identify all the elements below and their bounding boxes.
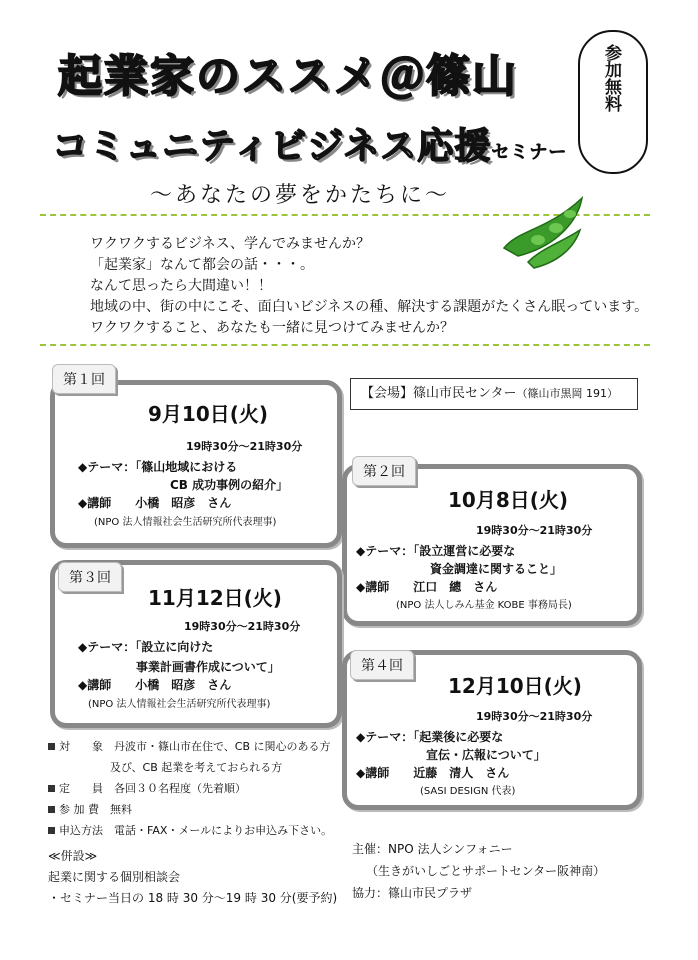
session-theme-3: ◆テーマ：「設立に向けた: [78, 640, 214, 654]
session-time-2: 19時30分～21時30分: [476, 524, 593, 537]
session-tag-4: 第４回: [350, 650, 414, 680]
organizer-support: 協力：篠山市民プラザ: [352, 886, 473, 900]
side-event: [48, 846, 337, 909]
venue-address: （篠山市黒岡 191）: [516, 387, 618, 400]
divider-middle: [40, 344, 650, 346]
detail-target-2: [48, 757, 332, 778]
session-theme-4: ◆テーマ：「起業後に必要な: [356, 730, 504, 744]
detail-capacity-label: 定 員: [59, 782, 103, 795]
session-affiliation-1: (NPO 法人情報社会生活研究所代表理事): [94, 517, 277, 528]
detail-capacity-value: 各回３０名程度（先着順）: [114, 782, 246, 795]
detail-target-value2: 及び、CB 起業を考えておられる方: [110, 761, 283, 774]
session-lecturer-3: ◆講師 小橋 昭彦 さん: [78, 678, 232, 692]
intro-line: ワクワクするビジネス、学んでみませんか？: [90, 236, 370, 252]
venue-label: 【会場】篠山市民センター: [361, 386, 517, 401]
details-list: [48, 736, 332, 841]
session-theme-4b: 宣伝・広報について」: [426, 748, 546, 762]
detail-target-value: 丹波市・篠山市在住で、CB に関心のある方: [114, 740, 331, 753]
session-time-3: 19時30分～21時30分: [184, 620, 301, 633]
detail-target-label: 対 象: [59, 740, 103, 753]
session-lecturer-2: ◆講師 江口 總 さん: [356, 580, 498, 594]
detail-fee-value: 無料: [110, 803, 132, 816]
venue-box: [350, 378, 638, 410]
title-line2-suffix: セミナー: [491, 142, 568, 163]
detail-target: [48, 736, 332, 757]
session-tag-2: 第２回: [352, 456, 416, 486]
intro-line: 「起業家」なんて都会の話・・・。: [90, 257, 314, 273]
session-date-2: 10月8日(火): [448, 488, 569, 512]
intro-line: なんて思ったら大間違い！！: [90, 278, 272, 294]
detail-apply-value: 電話・FAX・メールによりお申込み下さい。: [114, 824, 333, 837]
intro-line: ワクワクすること、あなたも一緒に見つけてみませんか？: [90, 320, 454, 336]
session-date-4: 12月10日(火): [448, 674, 582, 698]
session-lecturer-4: ◆講師 近藤 清人 さん: [356, 766, 510, 780]
session-theme-1: ◆テーマ：「篠山地域における: [78, 460, 238, 474]
session-tag-1: 第１回: [52, 364, 116, 394]
intro-text: [90, 234, 648, 339]
subtitle: ～あなたの夢をかたちに～: [150, 183, 451, 208]
session-affiliation-4: (SASI DESIGN 代表): [420, 786, 516, 797]
detail-fee-label: 参 加 費: [59, 803, 99, 816]
session-time-1: 19時30分～21時30分: [186, 440, 303, 453]
organizer-host-sub: （生きがいしごとサポートセンター阪神南）: [366, 864, 606, 878]
session-date-1: 9月10日(火): [148, 402, 269, 426]
detail-apply: [48, 820, 332, 841]
title-line1: 起業家のススメ＠篠山: [58, 51, 518, 102]
bullet-icon: [48, 806, 55, 813]
session-theme-2: ◆テーマ：「設立運営に必要な: [356, 544, 516, 558]
session-tag-3: 第３回: [58, 562, 122, 592]
session-theme-1b: CB 成功事例の紹介」: [170, 478, 289, 492]
bullet-icon: [48, 785, 55, 792]
side-event-heading: ≪併設≫: [48, 849, 98, 863]
session-theme-2b: 資金調達に関すること」: [430, 562, 563, 576]
side-event-line2: ・セミナー当日の 18 時 30 分～19 時 30 分(要予約): [48, 891, 338, 905]
session-lecturer-1: ◆講師 小橋 昭彦 さん: [78, 496, 232, 510]
session-theme-3b: 事業計画書作成について」: [136, 660, 280, 674]
detail-fee: [48, 799, 332, 820]
title-line2: [52, 118, 567, 169]
session-affiliation-2: (NPO 法人しみん基金 KOBE 事務局長): [396, 600, 572, 611]
bullet-icon: [48, 743, 55, 750]
organizers: [352, 838, 605, 904]
title-line2-main: コミュニティビジネス応援: [52, 126, 492, 167]
session-affiliation-3: (NPO 法人情報社会生活研究所代表理事): [88, 699, 271, 710]
organizer-host: 主催：NPO 法人シンフォニー: [352, 842, 513, 856]
free-badge-text: 参加無料: [601, 44, 621, 112]
bullet-icon: [48, 827, 55, 834]
side-event-line1: 起業に関する個別相談会: [48, 870, 181, 884]
intro-line: 地域の中、街の中にこそ、面白いビジネスの種、解決する課題がたくさん眠っています。: [90, 299, 649, 315]
detail-capacity: [48, 778, 332, 799]
detail-apply-label: 申込方法: [59, 824, 103, 837]
session-date-3: 11月12日(火): [148, 586, 282, 610]
session-time-4: 19時30分～21時30分: [476, 710, 593, 723]
